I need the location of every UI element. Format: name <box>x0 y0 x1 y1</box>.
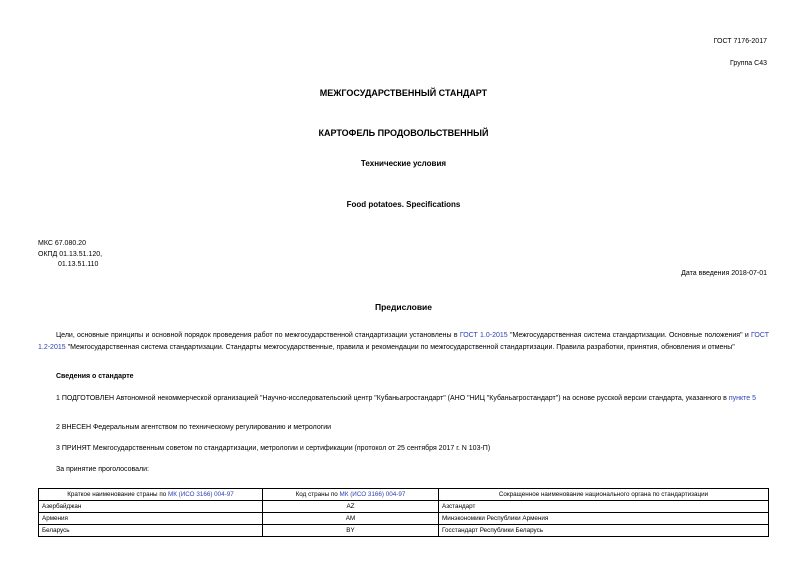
col-country-header-text: Краткое наименование страны по <box>67 491 168 498</box>
introduction-date: Дата введения 2018-07-01 <box>681 270 767 277</box>
gost-1-2-link[interactable]: ГОСТ 1.2-2015 <box>38 332 769 351</box>
standard-type-heading: МЕЖГОСУДАРСТВЕННЫЙ СТАНДАРТ <box>319 88 488 98</box>
country-cell: Армения <box>39 513 263 525</box>
mk-iso-link[interactable]: МК (ИСО 3166) 004-97 <box>167 491 234 498</box>
standards-body-cell: Азстандарт <box>439 501 769 513</box>
mks-code: МКС 67.080.20 <box>38 240 86 247</box>
col-body-header: Сокращенное наименование национального органа по стандартизации <box>439 489 769 501</box>
standard-info-heading: Сведения о стандарте <box>56 373 134 380</box>
english-title: Food potatoes. Specifications <box>346 200 461 209</box>
item-1-paragraph <box>38 393 769 405</box>
mk-iso-link[interactable]: МК (ИСО 3166) 004-97 <box>339 491 406 498</box>
item-3-paragraph: 3 ПРИНЯТ Межгосударственным советом по стандартизации, метрологии и сертификации (протокол от 25 сентября 2017 г. N 103-П) <box>56 445 491 452</box>
foreword-text-b: "Межгосударственная система стандартизации. Основные положения" и <box>507 332 752 339</box>
country-cell: Беларусь <box>39 525 263 537</box>
country-cell: Азербайджан <box>39 501 263 513</box>
table-header-row <box>39 489 769 501</box>
okpd-code-2: 01.13.51.110 <box>58 261 99 268</box>
table-row <box>39 525 769 537</box>
group-code: Группа С43 <box>730 60 767 67</box>
table-row <box>39 501 769 513</box>
col-code-header-text: Код страны по <box>295 491 340 498</box>
okpd-code-1: ОКПД 01.13.51.120, <box>38 251 103 258</box>
foreword-text-a: Цели, основные принципы и основной порядок проведения работ по межгосударственной стандартизации установлены в <box>56 332 460 339</box>
standards-body-cell: Госстандарт Республики Беларусь <box>439 525 769 537</box>
foreword-text-c: "Межгосударственная система стандартизации. Стандарты межгосударственные, правила и рекомендации по межгосударственной стандартизации. Правила разработки, принятия, обновления и отмены" <box>65 344 735 351</box>
country-code-cell: AM <box>263 513 439 525</box>
standards-body-cell: Минэкономики Республики Армения <box>439 513 769 525</box>
document-title: КАРТОФЕЛЬ ПРОДОВОЛЬСТВЕННЫЙ <box>318 128 489 138</box>
voting-countries-table <box>38 488 769 537</box>
country-code-cell: AZ <box>263 501 439 513</box>
gost-1-0-link[interactable]: ГОСТ 1.0-2015 <box>459 332 508 339</box>
voted-label: За принятие проголосовали: <box>56 466 149 473</box>
country-code-cell: BY <box>263 525 439 537</box>
foreword-heading: Предисловие <box>374 302 433 312</box>
document-subtitle: Технические условия <box>360 159 447 168</box>
col-country-header <box>39 489 263 501</box>
foreword-paragraph <box>38 330 769 354</box>
table-row <box>39 513 769 525</box>
item-5-link[interactable]: пункте 5 <box>728 395 756 402</box>
col-code-header <box>263 489 439 501</box>
item-2-paragraph: 2 ВНЕСЕН Федеральным агентством по техническому регулированию и метрологии <box>56 424 332 431</box>
document-number: ГОСТ 7176-2017 <box>713 38 767 45</box>
item-1-text: 1 ПОДГОТОВЛЕН Автономной некоммерческой организацией "Научно-исследовательский центр "Кубаньагростандарт" (АНО "НИЦ "Кубаньагростандарт") на основе русской версии стандарта, указанного в <box>56 395 729 402</box>
